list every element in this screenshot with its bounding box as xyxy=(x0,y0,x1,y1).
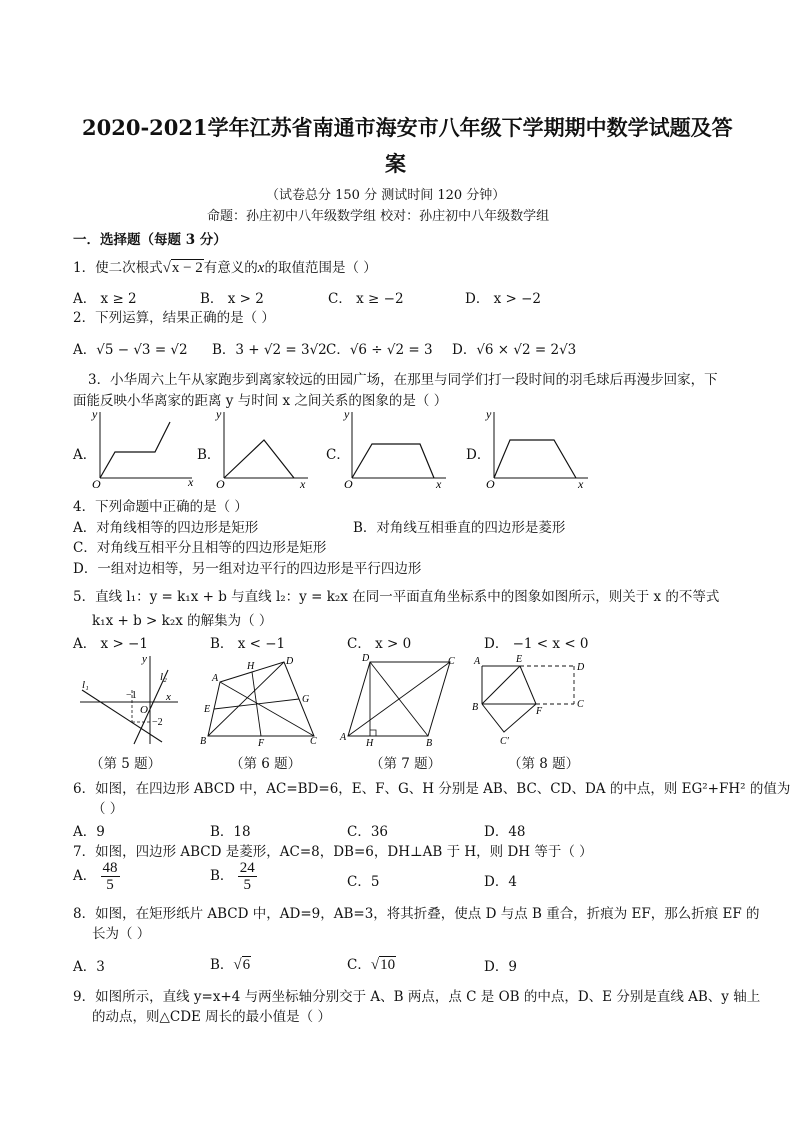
q1-option-c: C． x ≥ −2 xyxy=(328,291,404,307)
q3c-y-label: y xyxy=(344,408,350,421)
f5-y: y xyxy=(142,653,147,665)
f6-E: E xyxy=(204,704,211,715)
f6-D: D xyxy=(286,656,294,667)
caption-figure-5: （第 5 题） xyxy=(90,756,162,772)
q7-option-a xyxy=(73,860,120,893)
f7-B: B xyxy=(426,738,433,747)
q1-option-d: D． x > −2 xyxy=(465,291,542,307)
q2-option-d: D．√6 × √2 = 2√3 xyxy=(452,342,577,358)
f8-A: A xyxy=(474,656,481,667)
exam-info: （试卷总分 150 分 测试时间 120 分钟） xyxy=(266,188,506,203)
q3a-origin: O xyxy=(92,477,101,488)
q3-option-d: D． xyxy=(466,447,491,463)
f8-C: C xyxy=(577,699,584,710)
q7-a-num: 48 xyxy=(102,860,118,876)
f7-A: A xyxy=(340,732,347,743)
f8-B: B xyxy=(472,702,479,713)
q7-option-a-fraction xyxy=(101,860,120,893)
q3-graph-c xyxy=(342,408,452,488)
f8-F: F xyxy=(536,706,543,717)
authors: 命题：孙庄初中八年级数学组 校对：孙庄初中八年级数学组 xyxy=(207,209,550,224)
caption-figure-8: （第 8 题） xyxy=(508,756,580,772)
page-title-continued: 案 xyxy=(385,151,406,176)
question-9-line1: 9．如图所示，直线 y=x+4 与两坐标轴分别交于 A、B 两点，点 C 是 OB 的中点，D、E 分别是直线 AB、y 轴上 xyxy=(73,989,761,1005)
f5-minus2: −2 xyxy=(152,717,163,728)
figure-6 xyxy=(196,652,324,747)
f8-E: E xyxy=(516,654,523,665)
q6-option-b: B．18 xyxy=(210,824,251,840)
question-4: 4．下列命题中正确的是（ ） xyxy=(73,499,248,515)
question-6-line2: （ ） xyxy=(92,801,124,817)
q7-b-den: 5 xyxy=(243,877,251,893)
f5-x: x xyxy=(166,691,171,703)
q3a-x-label: x xyxy=(188,475,194,488)
figure-7 xyxy=(336,652,466,747)
q3d-origin: O xyxy=(486,477,495,488)
f5-l1: l₁ xyxy=(82,679,89,691)
f8-Cprime: C′ xyxy=(500,736,509,747)
q8-b-radicand: 6 xyxy=(242,957,251,973)
q3d-x-label: x xyxy=(578,477,584,488)
q1-option-b: B． x > 2 xyxy=(200,291,264,307)
question-5-line1: 5．直线 l₁：y = k₁x + b 与直线 l₂：y = k₂x 在同一平面直角坐标系中的图象如图所示，则关于 x 的不等式 xyxy=(73,589,720,605)
f5-l2: l₂ xyxy=(160,671,167,683)
q4-option-d: D．一组对边相等，另一组对边平行的四边形是平行四边形 xyxy=(73,561,422,577)
question-8-line1: 8．如图，在矩形纸片 ABCD 中，AD=9，AB=3，将其折叠，使点 D 与点 B 重合，折痕为 EF，那么折痕 EF 的 xyxy=(73,906,760,922)
q8-option-d: D．9 xyxy=(484,959,517,975)
q2-option-c: C．√6 ÷ √2 = 3 xyxy=(326,342,433,358)
caption-figure-7: （第 7 题） xyxy=(370,756,442,772)
figure-5 xyxy=(78,652,188,747)
q6-option-c: C．36 xyxy=(347,824,389,840)
q3-option-a: A． xyxy=(73,447,97,463)
q5-option-d: D． −1 < x < 0 xyxy=(484,636,589,652)
q1-option-a: A． x ≥ 2 xyxy=(73,291,137,307)
q7-option-b-fraction xyxy=(238,860,257,893)
f7-C: C xyxy=(448,656,455,667)
q2-option-b: B．3 + √2 = 3√2 xyxy=(212,342,327,358)
f6-A: A xyxy=(212,673,219,684)
q1-stem-c: 的取值范围是（ ） xyxy=(264,260,377,276)
q4-option-c: C．对角线互相平分且相等的四边形是矩形 xyxy=(73,540,327,556)
f5-origin: O xyxy=(140,704,148,716)
q3-option-c: C． xyxy=(326,447,350,463)
caption-figure-6: （第 6 题） xyxy=(230,756,302,772)
q3b-origin: O xyxy=(216,477,225,488)
q6-option-a: A．9 xyxy=(73,824,105,840)
q8-c-radicand: 10 xyxy=(380,957,396,973)
question-8-line2: 长为（ ） xyxy=(92,926,151,942)
question-3-line2: 面能反映小华离家的距离 y 与时间 x 之间关系的图象的是（ ） xyxy=(73,393,448,409)
f7-D: D xyxy=(362,653,370,664)
q3-option-b: B． xyxy=(197,447,221,463)
q5-option-a: A． x > −1 xyxy=(73,636,148,652)
q8-option-b-label: B． xyxy=(210,957,234,973)
q4-option-a: A．对角线相等的四边形是矩形 xyxy=(73,520,259,536)
figure-8 xyxy=(470,652,592,747)
q3d-y-label: y xyxy=(486,408,492,421)
q2-option-a: A．√5 − √3 = √2 xyxy=(73,342,188,358)
q1-radicand: x − 2 xyxy=(171,260,203,276)
question-6-line1: 6．如图，在四边形 ABCD 中，AC=BD=6，E、F、G、H 分别是 AB、BC、CD、DA 的中点，则 EG²+FH² 的值为 xyxy=(73,781,791,797)
f8-D: D xyxy=(577,662,585,673)
q7-option-a-label: A． xyxy=(73,868,97,884)
q1-stem-b: 有意义的 xyxy=(203,260,258,276)
q3c-x-label: x xyxy=(436,477,442,488)
q3-graph-d xyxy=(484,408,594,488)
f5-minus1: −1 xyxy=(126,690,137,701)
f6-B: B xyxy=(200,736,207,747)
q4-option-b: B．对角线互相垂直的四边形是菱形 xyxy=(353,520,566,536)
q3c-origin: O xyxy=(344,477,353,488)
f6-C: C xyxy=(310,736,317,747)
f7-H: H xyxy=(366,738,374,747)
q7-option-b xyxy=(210,860,257,893)
q3-graph-b xyxy=(214,408,314,488)
q3-graph-a xyxy=(90,408,200,488)
question-9-line2: 的动点，则△CDE 周长的最小值是（ ） xyxy=(92,1009,331,1025)
question-1: 1．使二次根式√x − 2有意义的x的取值范围是（ ） xyxy=(73,260,377,276)
page-title: 2020-2021学年江苏省南通市海安市八年级下学期期中数学试题及答 xyxy=(82,115,733,140)
question-7: 7．如图，四边形 ABCD 是菱形，AC=8，DB=6，DH⊥AB 于 H，则 DH 等于（ ） xyxy=(73,844,593,860)
question-5-line2: k₁x + b > k₂x 的解集为（ ） xyxy=(92,613,273,629)
question-3-line1: 3．小华周六上午从家跑步到离家较远的田园广场，在那里与同学们打一段时间的羽毛球后再漫步回家，下 xyxy=(88,372,718,388)
q7-a-den: 5 xyxy=(106,877,114,893)
q6-option-d: D．48 xyxy=(484,824,526,840)
q3b-y-label: y xyxy=(216,408,222,421)
q7-option-b-label: B． xyxy=(210,868,234,884)
f6-F: F xyxy=(258,738,265,747)
f6-G: G xyxy=(302,694,310,705)
q3a-y-label: y xyxy=(92,408,98,421)
q1-var: x xyxy=(257,260,265,276)
q8-option-b: B．√6 xyxy=(210,957,251,973)
q7-option-c: C．5 xyxy=(347,874,380,890)
q8-option-c-label: C． xyxy=(347,957,371,973)
question-2: 2．下列运算，结果正确的是（ ） xyxy=(73,310,275,326)
section-heading: 一．选择题（每题 3 分） xyxy=(73,232,227,248)
q1-stem-a: 1．使二次根式 xyxy=(73,260,163,276)
q5-option-b: B． x < −1 xyxy=(210,636,286,652)
q5-option-c: C． x > 0 xyxy=(347,636,412,652)
q3b-x-label: x xyxy=(300,477,306,488)
f6-H: H xyxy=(247,661,255,672)
q8-option-c: C．√10 xyxy=(347,957,396,973)
q8-option-a: A．3 xyxy=(73,959,105,975)
q7-option-d: D．4 xyxy=(484,874,517,890)
q7-b-num: 24 xyxy=(239,860,255,876)
